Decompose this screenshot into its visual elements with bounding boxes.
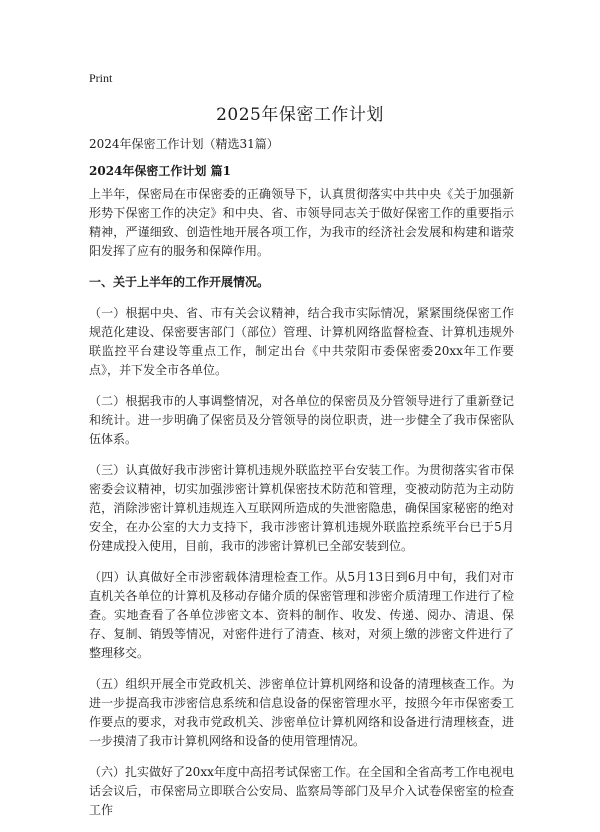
document-body — [89, 185, 514, 832]
document-subtitle: 2024年保密工作计划（精选31篇） — [89, 137, 279, 151]
print-link[interactable]: Print — [89, 71, 113, 85]
part-heading: 一、关于上半年的工作开展情况。 — [89, 275, 270, 289]
body-paragraph: （四）认真做好全市涉密载体清理检查工作。从5月13日到6月中旬，我们对市直机关各单位的计算机及移动存储介质的保密管理和涉密介质清理工作进行了检查。实地查看了各单位涉密文本、资料的制作、收发、传递、阅办、清退、保存、复制、销毁等情况，对密件进行了清查、核对，对须上缴的涉密文件进行了整理移交。 — [89, 570, 514, 660]
page-title: 2025年保密工作计划 — [216, 105, 384, 125]
section-heading: 2024年保密工作计划 篇1 — [89, 164, 231, 178]
body-paragraph: （一）根据中央、省、市有关会议精神，结合我市实际情况，紧紧围绕保密工作规范化建设、保密要害部门（部位）管理、计算机网络监督检查、计算机违规外联监控平台建设等重点工作，制定出台《中共荥阳市委保密委20xx年工作要点》，并下发全市各单位。 — [89, 306, 514, 377]
body-paragraph: （五）组织开展全市党政机关、涉密单位计算机网络和设备的清理核查工作。为进一步提高我市涉密信息系统和信息设备的保密管理水平，按照今年市保密委工作要点的要求，对我市党政机关、涉密单位计算机网络和设备进行清理核查，进一步摸清了我市计算机网络和设备的使用管理情况。 — [89, 677, 514, 748]
intro-paragraph: 上半年，保密局在市保密委的正确领导下，认真贯彻落实中共中央《关于加强新形势下保密工作的决定》和中央、省、市领导同志关于做好保密工作的重要指示精神，严谨细致、创造性地开展各项工作，为我市的经济社会发展和构建和谐荥阳发挥了应有的服务和保障作用。 — [89, 187, 514, 258]
body-paragraph: （三）认真做好我市涉密计算机违规外联监控平台安装工作。为贯彻落实省市保密委会议精神，切实加强涉密计算机保密技术防范和管理，变被动防范为主动防范，消除涉密计算机违规连入互联网所造成的失泄密隐患，确保国家秘密的绝对安全，在办公室的大力支持下，我市涉密计算机违规外联监控系统平台已于5月份建成投入使用，目前，我市的涉密计算机已全部安装到位。 — [89, 463, 514, 553]
body-paragraph: （二）根据我市的人事调整情况，对各单位的保密员及分管领导进行了重新登记和统计。进一步明确了保密员及分管领导的岗位职责，进一步健全了我市保密队伍体系。 — [89, 394, 514, 446]
body-paragraph: （六）扎实做好了20xx年度中高招考试保密工作。在全国和全省高考工作电视电话会议后，市保密局立即联合公安局、监察局等部门及早介入试卷保密室的检查工作 — [89, 765, 514, 817]
